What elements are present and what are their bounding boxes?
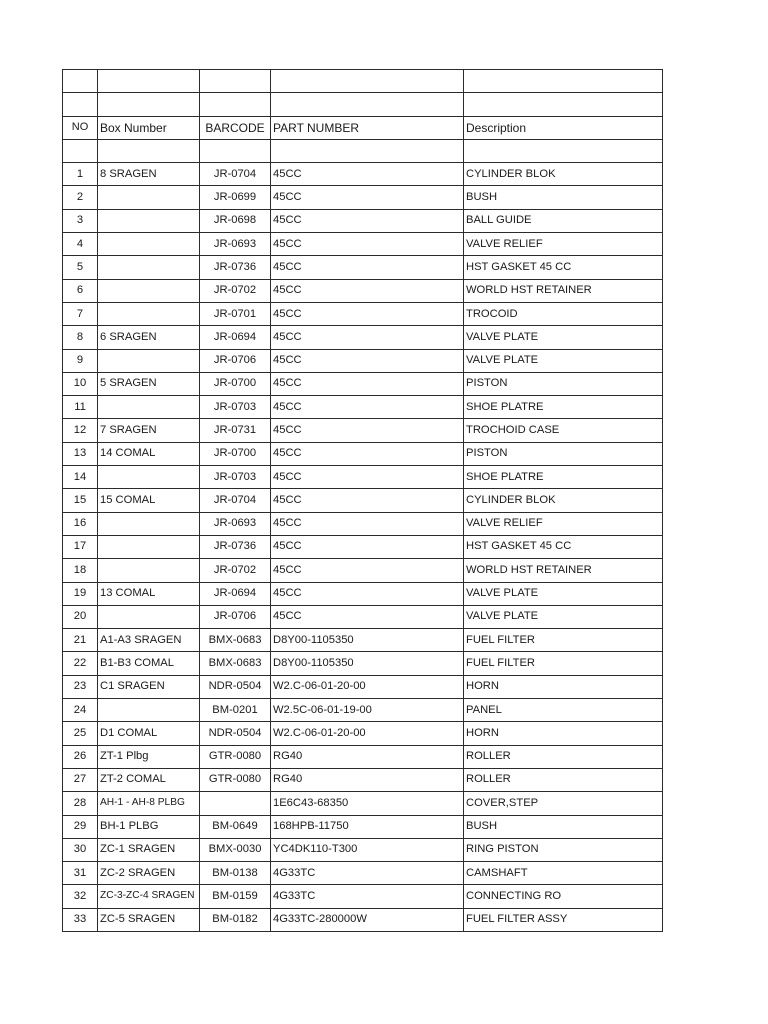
cell-barcode[interactable]: NDR-0504 [200, 722, 271, 745]
table-row [63, 209, 663, 232]
table-row [63, 186, 663, 209]
cell-part-number[interactable]: 45CC [271, 605, 464, 628]
cell-barcode[interactable]: JR-0694 [200, 582, 271, 605]
cell-box-number[interactable]: A1-A3 SRAGEN [98, 629, 200, 652]
cell-part-number[interactable]: YC4DK110-T300 [271, 838, 464, 861]
cell-description[interactable]: RING PISTON [464, 838, 663, 861]
cell-description[interactable]: ROLLER [464, 768, 663, 791]
cell-no[interactable]: 9 [63, 349, 98, 372]
cell-part-number[interactable]: 45CC [271, 163, 464, 186]
cell-part-number[interactable]: 45CC [271, 209, 464, 232]
table-row [63, 256, 663, 279]
empty-cell[interactable] [63, 139, 98, 162]
cell-barcode[interactable]: JR-0706 [200, 349, 271, 372]
cell-box-number[interactable] [98, 279, 200, 302]
cell-barcode[interactable]: GTR-0080 [200, 745, 271, 768]
empty-cell[interactable] [98, 70, 200, 93]
cell-description[interactable]: FUEL FILTER [464, 629, 663, 652]
cell-box-number[interactable]: ZT-1 Plbg [98, 745, 200, 768]
cell-description[interactable]: BUSH [464, 186, 663, 209]
cell-barcode[interactable]: JR-0736 [200, 535, 271, 558]
cell-part-number[interactable]: 45CC [271, 582, 464, 605]
cell-description[interactable]: TROCHOID CASE [464, 419, 663, 442]
table-row [63, 372, 663, 395]
cell-barcode[interactable]: BM-0159 [200, 885, 271, 908]
cell-barcode[interactable]: BMX-0683 [200, 652, 271, 675]
cell-box-number[interactable]: 13 COMAL [98, 582, 200, 605]
cell-description[interactable]: VALVE PLATE [464, 582, 663, 605]
cell-box-number[interactable]: AH-1 - AH-8 PLBG [98, 792, 200, 815]
cell-barcode[interactable]: JR-0699 [200, 186, 271, 209]
cell-no[interactable]: 33 [63, 908, 98, 931]
table-row [63, 396, 663, 419]
cell-description[interactable]: VALVE RELIEF [464, 233, 663, 256]
table-row [63, 838, 663, 861]
cell-no[interactable]: 13 [63, 442, 98, 465]
cell-part-number[interactable]: 45CC [271, 466, 464, 489]
cell-box-number[interactable] [98, 233, 200, 256]
cell-description[interactable]: CONNECTING RO [464, 885, 663, 908]
table-row [63, 675, 663, 698]
cell-part-number[interactable]: 45CC [271, 233, 464, 256]
cell-description[interactable]: CYLINDER BLOK [464, 163, 663, 186]
cell-part-number[interactable]: 45CC [271, 256, 464, 279]
cell-box-number[interactable]: 15 COMAL [98, 489, 200, 512]
cell-part-number[interactable]: W2.C-06-01-20-00 [271, 722, 464, 745]
empty-cell[interactable] [464, 139, 663, 162]
cell-description[interactable]: TROCOID [464, 302, 663, 325]
cell-no[interactable]: 24 [63, 699, 98, 722]
empty-cell[interactable] [200, 93, 271, 116]
cell-barcode[interactable]: BM-0649 [200, 815, 271, 838]
cell-barcode[interactable]: BMX-0683 [200, 629, 271, 652]
cell-box-number[interactable]: 7 SRAGEN [98, 419, 200, 442]
empty-cell[interactable] [98, 139, 200, 162]
cell-no[interactable]: 18 [63, 559, 98, 582]
cell-description[interactable]: VALVE RELIEF [464, 512, 663, 535]
cell-no[interactable]: 16 [63, 512, 98, 535]
table-row [63, 908, 663, 931]
cell-barcode[interactable]: JR-0706 [200, 605, 271, 628]
empty-cell[interactable] [271, 70, 464, 93]
cell-part-number[interactable]: 168HPB-11750 [271, 815, 464, 838]
cell-no[interactable]: 5 [63, 256, 98, 279]
cell-part-number[interactable]: 4G33TC-280000W [271, 908, 464, 931]
cell-description[interactable]: PISTON [464, 442, 663, 465]
table-row [63, 745, 663, 768]
cell-barcode[interactable]: BM-0201 [200, 699, 271, 722]
cell-description[interactable]: VALVE PLATE [464, 349, 663, 372]
cell-no[interactable]: 23 [63, 675, 98, 698]
cell-barcode[interactable]: JR-0700 [200, 372, 271, 395]
cell-part-number[interactable]: 45CC [271, 559, 464, 582]
table-row [63, 349, 663, 372]
cell-box-number[interactable]: 6 SRAGEN [98, 326, 200, 349]
cell-part-number[interactable]: 45CC [271, 349, 464, 372]
cell-barcode[interactable]: JR-0698 [200, 209, 271, 232]
table-row [63, 466, 663, 489]
table-row [63, 326, 663, 349]
empty-row [63, 93, 663, 116]
cell-part-number[interactable]: 45CC [271, 512, 464, 535]
cell-barcode[interactable]: JR-0703 [200, 466, 271, 489]
cell-no[interactable]: 2 [63, 186, 98, 209]
table-row [63, 792, 663, 815]
table-row [63, 279, 663, 302]
cell-no[interactable]: 14 [63, 466, 98, 489]
cell-part-number[interactable]: 45CC [271, 396, 464, 419]
empty-cell[interactable] [98, 93, 200, 116]
header-no[interactable]: NO [63, 116, 98, 139]
cell-no[interactable]: 17 [63, 535, 98, 558]
cell-barcode[interactable]: JR-0700 [200, 442, 271, 465]
parts-table [62, 69, 663, 932]
table-row [63, 559, 663, 582]
cell-box-number[interactable] [98, 699, 200, 722]
cell-box-number[interactable] [98, 466, 200, 489]
cell-description[interactable]: HST GASKET 45 CC [464, 256, 663, 279]
cell-no[interactable]: 32 [63, 885, 98, 908]
cell-description[interactable]: CAMSHAFT [464, 862, 663, 885]
cell-no[interactable]: 26 [63, 745, 98, 768]
cell-box-number[interactable]: B1-B3 COMAL [98, 652, 200, 675]
table-row [63, 489, 663, 512]
cell-barcode[interactable]: JR-0731 [200, 419, 271, 442]
cell-part-number[interactable]: 1E6C43-68350 [271, 792, 464, 815]
cell-description[interactable]: WORLD HST RETAINER [464, 279, 663, 302]
cell-part-number[interactable]: D8Y00-1105350 [271, 629, 464, 652]
cell-no[interactable]: 4 [63, 233, 98, 256]
empty-cell[interactable] [63, 70, 98, 93]
cell-description[interactable]: PISTON [464, 372, 663, 395]
cell-box-number[interactable] [98, 535, 200, 558]
cell-no[interactable]: 28 [63, 792, 98, 815]
cell-no[interactable]: 25 [63, 722, 98, 745]
table-row [63, 163, 663, 186]
cell-no[interactable]: 1 [63, 163, 98, 186]
cell-no[interactable]: 10 [63, 372, 98, 395]
cell-part-number[interactable]: 45CC [271, 419, 464, 442]
table-row [63, 885, 663, 908]
cell-barcode[interactable]: JR-0694 [200, 326, 271, 349]
cell-description[interactable]: SHOE PLATRE [464, 466, 663, 489]
cell-barcode[interactable]: BMX-0030 [200, 838, 271, 861]
empty-cell[interactable] [464, 93, 663, 116]
cell-description[interactable]: SHOE PLATRE [464, 396, 663, 419]
cell-description[interactable]: HST GASKET 45 CC [464, 535, 663, 558]
cell-description[interactable]: PANEL [464, 699, 663, 722]
table-row [63, 768, 663, 791]
cell-no[interactable]: 8 [63, 326, 98, 349]
table-row [63, 302, 663, 325]
table-row [63, 419, 663, 442]
cell-part-number[interactable]: 45CC [271, 372, 464, 395]
cell-description[interactable]: FUEL FILTER [464, 652, 663, 675]
cell-description[interactable]: FUEL FILTER ASSY [464, 908, 663, 931]
header-row [63, 116, 663, 139]
cell-part-number[interactable]: 45CC [271, 489, 464, 512]
cell-box-number[interactable] [98, 559, 200, 582]
cell-box-number[interactable]: ZC-5 SRAGEN [98, 908, 200, 931]
cell-no[interactable]: 29 [63, 815, 98, 838]
table-row [63, 652, 663, 675]
cell-barcode[interactable]: GTR-0080 [200, 768, 271, 791]
cell-no[interactable]: 11 [63, 396, 98, 419]
cell-description[interactable]: VALVE PLATE [464, 326, 663, 349]
header-description[interactable]: Description [464, 116, 663, 139]
cell-box-number[interactable]: ZC-3-ZC-4 SRAGEN [98, 885, 200, 908]
table-row [63, 605, 663, 628]
empty-cell[interactable] [271, 139, 464, 162]
cell-no[interactable]: 22 [63, 652, 98, 675]
cell-barcode[interactable]: JR-0736 [200, 256, 271, 279]
cell-description[interactable]: VALVE PLATE [464, 605, 663, 628]
cell-barcode[interactable] [200, 792, 271, 815]
cell-barcode[interactable]: JR-0701 [200, 302, 271, 325]
cell-barcode[interactable]: NDR-0504 [200, 675, 271, 698]
cell-part-number[interactable]: W2.5C-06-01-19-00 [271, 699, 464, 722]
table-row [63, 512, 663, 535]
table-row [63, 582, 663, 605]
cell-box-number[interactable]: C1 SRAGEN [98, 675, 200, 698]
cell-no[interactable]: 3 [63, 209, 98, 232]
cell-part-number[interactable]: 45CC [271, 302, 464, 325]
cell-part-number[interactable]: D8Y00-1105350 [271, 652, 464, 675]
cell-box-number[interactable] [98, 186, 200, 209]
cell-no[interactable]: 30 [63, 838, 98, 861]
cell-part-number[interactable]: RG40 [271, 768, 464, 791]
cell-barcode[interactable]: BM-0138 [200, 862, 271, 885]
cell-barcode[interactable]: BM-0182 [200, 908, 271, 931]
cell-no[interactable]: 19 [63, 582, 98, 605]
cell-box-number[interactable]: 8 SRAGEN [98, 163, 200, 186]
cell-box-number[interactable]: BH-1 PLBG [98, 815, 200, 838]
cell-description[interactable]: BUSH [464, 815, 663, 838]
cell-box-number[interactable]: ZC-1 SRAGEN [98, 838, 200, 861]
cell-barcode[interactable]: JR-0693 [200, 233, 271, 256]
table-row [63, 535, 663, 558]
table-row [63, 442, 663, 465]
cell-no[interactable]: 31 [63, 862, 98, 885]
cell-barcode[interactable]: JR-0693 [200, 512, 271, 535]
cell-description[interactable]: BALL GUIDE [464, 209, 663, 232]
table-row [63, 815, 663, 838]
cell-part-number[interactable]: 45CC [271, 442, 464, 465]
cell-barcode[interactable]: JR-0702 [200, 279, 271, 302]
header-part-number[interactable]: PART NUMBER [271, 116, 464, 139]
table-row [63, 722, 663, 745]
table-row [63, 629, 663, 652]
cell-box-number[interactable] [98, 302, 200, 325]
cell-box-number[interactable] [98, 256, 200, 279]
empty-cell[interactable] [271, 93, 464, 116]
cell-description[interactable]: CYLINDER BLOK [464, 489, 663, 512]
cell-no[interactable]: 12 [63, 419, 98, 442]
cell-part-number[interactable]: 45CC [271, 186, 464, 209]
cell-box-number[interactable]: 5 SRAGEN [98, 372, 200, 395]
cell-box-number[interactable] [98, 209, 200, 232]
table-row [63, 862, 663, 885]
empty-cell[interactable] [200, 139, 271, 162]
cell-box-number[interactable]: ZC-2 SRAGEN [98, 862, 200, 885]
cell-no[interactable]: 15 [63, 489, 98, 512]
cell-box-number[interactable] [98, 512, 200, 535]
cell-no[interactable]: 21 [63, 629, 98, 652]
cell-part-number[interactable]: 45CC [271, 279, 464, 302]
cell-barcode[interactable]: JR-0703 [200, 396, 271, 419]
cell-description[interactable]: HORN [464, 675, 663, 698]
table-row [63, 233, 663, 256]
parts-table-body [63, 70, 663, 932]
cell-no[interactable]: 27 [63, 768, 98, 791]
cell-part-number[interactable]: 45CC [271, 326, 464, 349]
empty-cell[interactable] [464, 70, 663, 93]
table-row [63, 699, 663, 722]
empty-row [63, 139, 663, 162]
cell-description[interactable]: ROLLER [464, 745, 663, 768]
cell-description[interactable]: COVER,STEP [464, 792, 663, 815]
empty-cell[interactable] [200, 70, 271, 93]
cell-box-number[interactable] [98, 396, 200, 419]
header-barcode[interactable]: BARCODE [200, 116, 271, 139]
cell-box-number[interactable]: 14 COMAL [98, 442, 200, 465]
cell-barcode[interactable]: JR-0702 [200, 559, 271, 582]
cell-no[interactable]: 7 [63, 302, 98, 325]
cell-part-number[interactable]: 4G33TC [271, 862, 464, 885]
cell-barcode[interactable]: JR-0704 [200, 489, 271, 512]
header-box-number[interactable]: Box Number [98, 116, 200, 139]
cell-box-number[interactable]: D1 COMAL [98, 722, 200, 745]
cell-no[interactable]: 20 [63, 605, 98, 628]
cell-part-number[interactable]: 45CC [271, 535, 464, 558]
cell-box-number[interactable] [98, 605, 200, 628]
cell-part-number[interactable]: W2.C-06-01-20-00 [271, 675, 464, 698]
cell-barcode[interactable]: JR-0704 [200, 163, 271, 186]
cell-part-number[interactable]: RG40 [271, 745, 464, 768]
cell-box-number[interactable] [98, 349, 200, 372]
cell-no[interactable]: 6 [63, 279, 98, 302]
empty-cell[interactable] [63, 93, 98, 116]
cell-box-number[interactable]: ZT-2 COMAL [98, 768, 200, 791]
empty-row [63, 70, 663, 93]
cell-part-number[interactable]: 4G33TC [271, 885, 464, 908]
cell-description[interactable]: WORLD HST RETAINER [464, 559, 663, 582]
cell-description[interactable]: HORN [464, 722, 663, 745]
